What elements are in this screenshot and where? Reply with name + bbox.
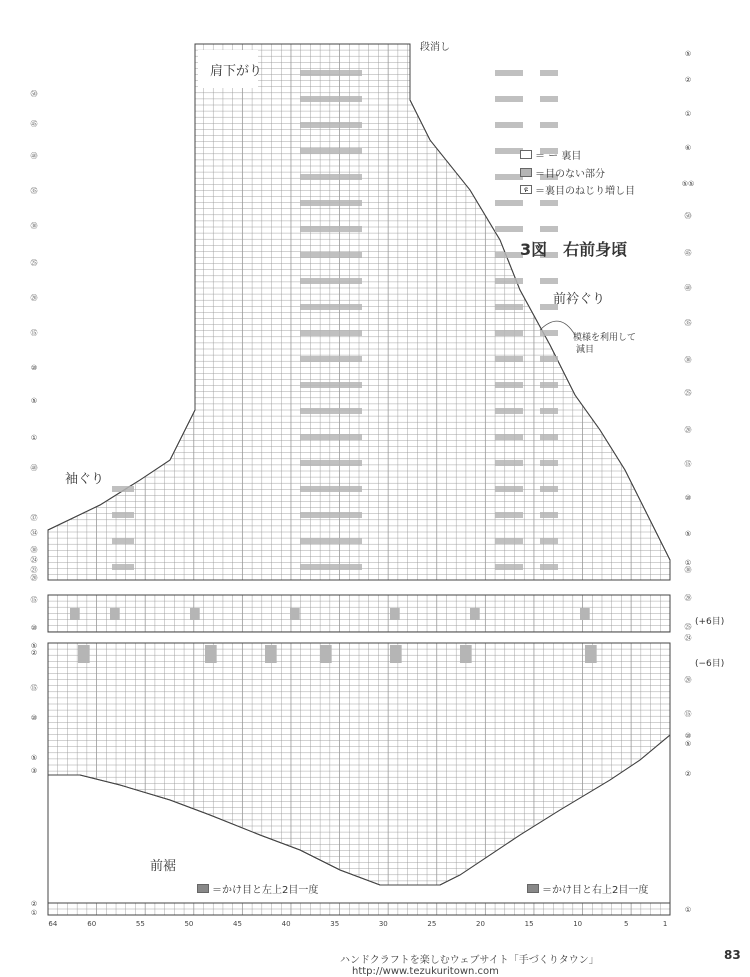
twist-increase-cell: [190, 608, 200, 620]
gray-cell: [540, 460, 558, 466]
row-number-right: ②: [684, 76, 692, 84]
legend-k2tog-left-text: ＝かけ目と左上2目一度: [212, 885, 319, 896]
plus-six-label: (+6目): [695, 617, 725, 627]
row-number-right: ㉟: [684, 319, 692, 327]
twist-increase-cell: [390, 608, 400, 620]
legend-k2tog-right: [527, 881, 648, 896]
row-number-right: ⑤: [684, 740, 692, 748]
row-number-right: ⑮: [684, 460, 692, 468]
gray-cell: [495, 434, 523, 440]
twist-increase-cell: [110, 608, 120, 620]
decrease-note-line2: 減目: [576, 345, 595, 355]
gray-cell: [540, 278, 558, 284]
gray-cell: [495, 278, 523, 284]
row-number-left: ⑮: [30, 329, 38, 337]
column-number: 20: [476, 920, 485, 928]
twist-increase-cell: [290, 608, 300, 620]
legend-k2tog-right-swatch: [527, 884, 539, 893]
gray-cell: [300, 460, 362, 466]
decrease-gray-cell: [585, 645, 597, 663]
row-number-right: ㉔: [684, 634, 692, 642]
gray-cell: [300, 538, 362, 544]
decrease-gray-cell: [78, 645, 90, 663]
gray-cell: [112, 538, 134, 544]
gray-cell: [495, 564, 523, 570]
decrease-gray-cell: [390, 645, 402, 663]
column-number: 30: [378, 920, 388, 928]
row-number-left: ⑳: [30, 294, 38, 302]
gray-cell: [495, 304, 523, 310]
gray-cell: [495, 408, 523, 414]
row-number-left: ㉟: [30, 187, 38, 195]
armhole-label: 袖ぐり: [65, 472, 105, 487]
gray-cell: [300, 564, 362, 570]
row-number-left: ㉞: [30, 529, 38, 537]
twist-increase-cell: [580, 608, 590, 620]
gray-cell: [540, 434, 558, 440]
twist-increase-cell: [70, 608, 80, 620]
twist-increase-cell: [470, 608, 480, 620]
row-number-right: ㉚: [684, 356, 692, 364]
column-number: 35: [330, 920, 340, 928]
row-number-right: ㊿: [684, 212, 692, 220]
gray-cell: [300, 382, 362, 388]
column-number: 25: [427, 920, 437, 928]
row-number-left: ㉔: [30, 556, 38, 564]
decrease-gray-cell: [265, 645, 277, 663]
row-number-right: ⑤: [684, 50, 692, 58]
gray-cell: [540, 356, 558, 362]
column-number: 50: [184, 920, 194, 928]
column-number: 5: [624, 920, 629, 928]
gray-cell: [300, 252, 362, 258]
row-number-left: ⑮: [30, 596, 38, 604]
legend-k2tog-left: [197, 881, 318, 896]
column-number: 60: [87, 920, 97, 928]
row-number-right: ⑳: [684, 676, 692, 684]
gray-cell: [540, 486, 558, 492]
gray-cell: [300, 200, 362, 206]
gray-cell: [495, 382, 523, 388]
gray-cell: [300, 408, 362, 414]
column-number: 55: [135, 920, 145, 928]
row-number-right: ㉘: [684, 594, 692, 602]
column-number: 15: [524, 920, 534, 928]
gray-cell: [495, 486, 523, 492]
row-number-right: ㉚: [684, 566, 692, 574]
row-number-right: ⑤⑤: [681, 180, 695, 188]
gray-cell: [540, 226, 558, 232]
legend-gray-swatch: [520, 168, 532, 177]
gray-cell: [112, 564, 134, 570]
gray-cell: [540, 564, 558, 570]
gray-cell: [540, 96, 558, 102]
row-number-right: ①: [684, 559, 692, 567]
row-number-left: ㉚: [30, 222, 38, 230]
row-number-left: ⑤: [30, 754, 38, 762]
row-number-right: ①: [684, 110, 692, 118]
gray-cell: [300, 148, 362, 154]
gray-cell: [540, 408, 558, 414]
gray-cell: [300, 226, 362, 232]
row-number-left: ⑤: [30, 397, 38, 405]
row-number-left: ㊲: [30, 514, 38, 522]
gray-cell: [495, 460, 523, 466]
column-number: 40: [281, 920, 291, 928]
row-number-left: ㊵: [30, 464, 38, 472]
page-number: 83: [724, 948, 741, 962]
row-number-left: ㊺: [30, 120, 38, 128]
gray-cell: [540, 512, 558, 518]
gray-cell: [540, 330, 558, 336]
gray-cell: [300, 96, 362, 102]
gray-cell: [540, 538, 558, 544]
column-number: 1: [662, 920, 668, 928]
legend-blank-swatch: [520, 150, 532, 159]
legend-purl: [520, 147, 581, 162]
gray-cell: [495, 70, 523, 76]
row-number-left: ㉚: [30, 546, 38, 554]
gray-cell: [540, 200, 558, 206]
row-number-right: ②: [684, 770, 692, 778]
row-number-left: ②: [30, 900, 38, 908]
gray-cell: [495, 330, 523, 336]
row-number-left: ⑳: [30, 574, 38, 582]
gray-cell: [112, 486, 134, 492]
row-number-left: ⑩: [30, 624, 38, 632]
row-number-left: ①: [30, 434, 38, 442]
legend-twist-text: ＝裏目のねじり増し目: [535, 186, 635, 197]
gray-cell: [495, 96, 523, 102]
legend-twist-symbol-icon: ዩ: [520, 185, 532, 194]
minus-six-label: (−6目): [695, 659, 725, 669]
gray-cell: [300, 486, 362, 492]
row-number-left: ③: [30, 767, 38, 775]
column-number: 45: [233, 920, 242, 928]
shoulder-slope-label: 肩下がり: [210, 64, 263, 79]
row-number-left: ㊿: [30, 90, 38, 98]
row-number-left: ㉕: [30, 259, 38, 267]
gray-cell: [540, 122, 558, 128]
row-number-right: ⑥: [684, 144, 692, 152]
gray-cell: [300, 512, 362, 518]
row-number-right: ㊵: [684, 284, 692, 292]
legend-k2tog-right-text: ＝かけ目と右上2目一度: [542, 885, 649, 896]
gray-cell: [495, 538, 523, 544]
row-number-left: ②: [30, 649, 38, 657]
gray-cell: [112, 512, 134, 518]
hem-label: 前裾: [150, 859, 177, 874]
gray-cell: [495, 252, 523, 258]
decrease-gray-cell: [320, 645, 332, 663]
footer-text: ハンドクラフトを楽しむウェブサイト「手づくりタウン」: [340, 955, 599, 966]
row-number-right: ㉕: [684, 389, 692, 397]
row-number-left: ⑩: [30, 364, 38, 372]
gray-cell: [495, 122, 523, 128]
legend-no-stitch-text: ＝目のない部分: [535, 169, 605, 180]
row-number-left: ①: [30, 909, 38, 917]
row-number-right: ⑤: [684, 530, 692, 538]
footer-url[interactable]: http://www.tezukuritown.com: [352, 966, 499, 977]
row-number-right: ①: [684, 906, 692, 914]
row-number-right: ⑩: [684, 732, 692, 740]
legend-twist-increase: [520, 182, 635, 197]
row-number-left: ㉑: [30, 566, 38, 574]
column-number: 64: [48, 920, 58, 928]
row-number-left: ⑩: [30, 714, 38, 722]
gray-cell: [300, 434, 362, 440]
gray-cell: [300, 122, 362, 128]
gray-cell: [300, 330, 362, 336]
row-number-right: ⑩: [684, 494, 692, 502]
footer: [340, 951, 750, 977]
legend-no-stitch: [520, 165, 605, 180]
decrease-note-line1: 模様を利用して: [573, 333, 637, 343]
row-number-left: ⑤: [30, 642, 38, 650]
row-number-right: ㉕: [684, 623, 692, 631]
row-number-right: ⑳: [684, 426, 692, 434]
gray-cell: [300, 174, 362, 180]
decrease-gray-cell: [460, 645, 472, 663]
row-number-right: ⑮: [684, 710, 692, 718]
row-number-right: ㊺: [684, 249, 692, 257]
gray-cell: [300, 70, 362, 76]
gray-cell: [540, 382, 558, 388]
gray-cell: [495, 226, 523, 232]
gray-cell: [300, 356, 362, 362]
row-number-left: ㊵: [30, 152, 38, 160]
gray-cell: [495, 200, 523, 206]
gray-cell: [540, 70, 558, 76]
legend-purl-text: ＝ ー 裏目: [535, 151, 582, 162]
row-number-left: ⑮: [30, 684, 38, 692]
bind-off-label: 段消し: [420, 42, 450, 53]
column-number: 10: [573, 920, 583, 928]
legend-k2tog-left-swatch: [197, 884, 209, 893]
gray-cell: [300, 278, 362, 284]
decrease-gray-cell: [205, 645, 217, 663]
gray-cell: [495, 512, 523, 518]
figure-title: 3図 右前身頃: [520, 240, 628, 259]
gray-cell: [495, 148, 523, 154]
gray-cell: [495, 174, 523, 180]
neckline-label: 前衿ぐり: [553, 292, 606, 307]
gray-cell: [495, 356, 523, 362]
gray-cell: [300, 304, 362, 310]
